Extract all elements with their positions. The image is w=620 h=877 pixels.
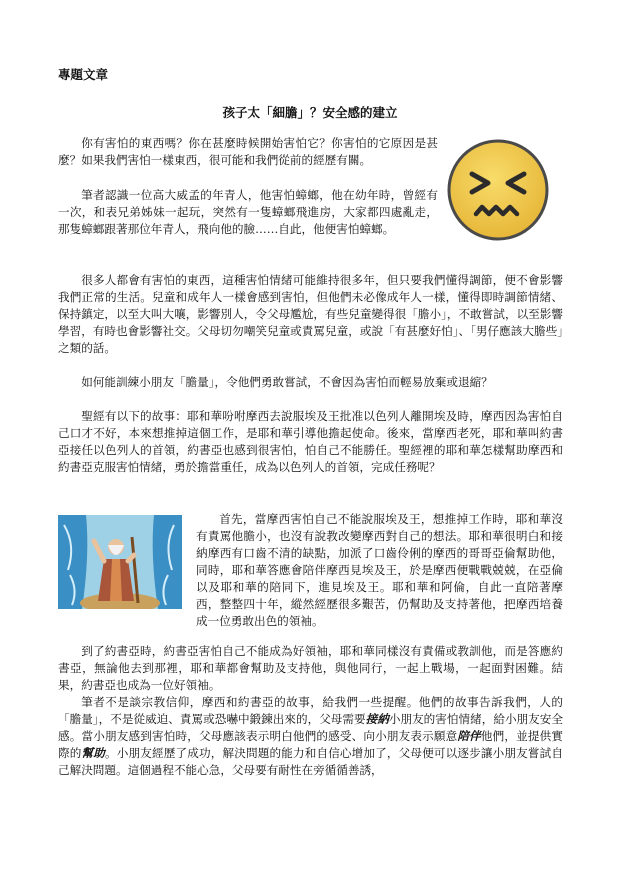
paragraph-8-part-a: 筆者不是談宗教信仰，摩西和約書亞的故事，給我們一些提醒。他們的故事告訴我們，人的「膽量」，不是從威迫、責罵或恐嚇中鍛鍊出來的，父母需要 — [58, 695, 563, 726]
emphasis-accept: 接納 — [365, 712, 389, 726]
paragraph-1: 你有害怕的東西嗎？你在甚麼時候開始害怕它？你害怕的它原因是甚麼？如果我們害怕一樣東西，很可能和我們從前的經歷有關。 — [58, 136, 438, 167]
emphasis-accompany: 陪伴 — [457, 729, 481, 743]
paragraph-7: 到了約書亞時，約書亞害怕自己不能成為好領袖，耶和華同樣沒有責備或教訓他，而是答應約書亞，無論他去到那裡，耶和華都會幫助及支持他，與他同行，一起上戰場，一起面對困難。結果，約書亞也成為一位好領袖。 — [58, 644, 563, 692]
paragraph-5: 聖經有以下的故事：耶和華吩咐摩西去說服埃及王批准以色列人離開埃及時，摩西因為害怕自己口才不好，本來想推掉這個工作，是耶和華引導他擔起使命。後來，當摩西老死，耶和華叫約書亞接任以色列人的首領，約書亞也感到很害怕，怕自己不能勝任。聖經裡的耶和華怎樣幫助摩西和約書亞克服害怕情緒，勇於擔當重任，成為以色列人的首領，完成任務呢？ — [58, 409, 563, 474]
section-label: 專題文章 — [58, 67, 109, 82]
moses-illustration — [58, 515, 182, 609]
paragraph-8-part-d: 。小朋友經歷了成功，解決問題的能力和自信心增加了，父母便可以逐步讓小朋友嘗試自己解決問題。這個過程不能心急，父母要有耐性在旁循循善誘， — [58, 746, 563, 777]
paragraph-3: 很多人都會有害怕的東西，這種害怕情緒可能維持很多年，但只要我們懂得調節，便不會影響我們正常的生活。兒童和成年人一樣會感到害怕，但他們未必像成年人一樣，懂得即時調節情緒、保持鎮定，以至大叫大嚷，影響別人，令父母尷尬，有些兒童變得很「膽小」，不敢嘗試，以至影響學習，有時也會影響社交。父母切勿嘲笑兒童或責罵兒童，或說「有甚麼好怕」、「男仔應該大膽些」之類的話。 — [58, 273, 563, 355]
paragraph-8-part-c: 他們，並提供實際的 — [58, 729, 563, 760]
scared-face-icon — [446, 138, 550, 242]
paragraph-8 — [58, 694, 563, 779]
paragraph-2: 筆者認識一位高大威孟的年青人，他害怕蟑螂，他在幼年時，曾經有一次，和表兄弟姊妹一起玩，突然有一隻蟑螂飛進房，大家都四處亂走，那隻蟑螂跟著那位年青人，飛向他的臉……自此，他便害怕蟑螂。 — [58, 188, 438, 236]
paragraph-8-part-b: 小朋友的害怕情緒，給小朋友安全感。當小朋友感到害怕時，父母應該表示明白他們的感受、向小朋友表示願意 — [58, 712, 563, 743]
paragraph-4: 如何能訓練小朋友「膽量」，令他們勇敢嘗試，不會因為害怕而輕易放棄或退縮？ — [81, 375, 493, 389]
emphasis-help: 幫助 — [81, 746, 105, 760]
article-title: 孩子太「細膽」？安全感的建立 — [222, 105, 398, 120]
paragraph-6: 首先，當摩西害怕自己不能說服埃及王，想推掉工作時，耶和華沒有責罵他膽小，也沒有說教改變摩西對自己的想法。耶和華很明白和接納摩西有口齒不清的缺點，加派了口齒伶俐的摩西的哥哥亞倫幫助他，同時，耶和華答應會陪伴摩西見埃及王，於是摩西便戰戰兢兢，在亞倫以及耶和華的陪同下，進見埃及王。耶和華和阿倫，自此一直陪著摩西，整整四十年，縱然經歷很多艱苦，仍幫助及支持著他，把摩西培養成一位勇敢出色的領袖。 — [196, 512, 563, 628]
